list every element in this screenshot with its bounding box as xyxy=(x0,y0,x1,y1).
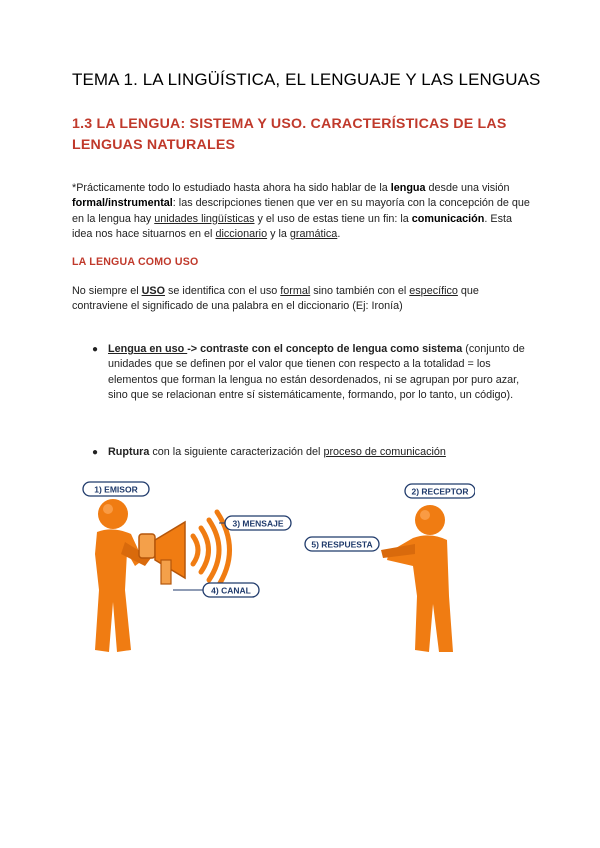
megaphone-icon xyxy=(139,522,185,584)
subsection-heading: LA LENGUA COMO USO xyxy=(72,256,199,268)
emisor-person-icon xyxy=(95,499,151,652)
uso-paragraph: No siempre el USO se identifica con el uso formal sino también con el específico que contraviene el significado de una palabra en el diccionario (Ej: Ironía) xyxy=(72,285,479,313)
communication-process-diagram xyxy=(75,470,475,660)
label-canal xyxy=(173,583,259,597)
label-respuesta xyxy=(305,537,379,551)
document-page: TEMA 1. LA LINGÜÍSTICA, EL LENGUAJE Y LAS LENGUAS 1.3 LA LENGUA: SISTEMA Y USO. CARACTERÍSTICAS DE LAS LENGUAS NATURALES *Prácticamente todo lo estudiado hasta ahora ha sido hablar de la lengua desde una visión formal/instrumental: las descripciones tienen que ver en su mayoría con la concepción de que en la lengua hay unidades lingüísticas y el uso de estas tiene un fin: la comunicación. Esta idea nos hace situarnos en el diccionario y la gramática. LA LENGUA COMO USO No siempre el USO se identifica con el uso formal sino también con el específico que contraviene el significado de una palabra en el diccionario (Ej: Ironía) ● Lengua en uso -> contraste con el concepto de lengua como sistema (conjunto de unidades que se definen por el valor que tienen con respecto a la totalidad = los elementos que forman la lengua no están desordenados, ni se agrupan por puro azar, sino que se relacionan entre sí sistemáticamente, formando, por lo tanto, un código). ● Ruptura con la siguiente caracterización del proceso de comunicación 1) EMISOR 2) RECEPTOR 3) MENSAJE 4) CANAL 5) RESPUESTA xyxy=(0,0,600,848)
page-title: TEMA 1. LA LINGÜÍSTICA, EL LENGUAJE Y LAS LENGUAS xyxy=(72,70,541,89)
label-emisor xyxy=(83,482,149,496)
svg-text:3) MENSAJE: 3) MENSAJE xyxy=(232,518,284,529)
svg-text:2) RECEPTOR: 2) RECEPTOR xyxy=(411,486,469,497)
receptor-person-icon xyxy=(381,505,453,652)
svg-text:1) EMISOR: 1) EMISOR xyxy=(94,484,138,495)
svg-text:4) CANAL: 4) CANAL xyxy=(211,585,251,596)
svg-text:5) RESPUESTA: 5) RESPUESTA xyxy=(311,539,373,550)
label-mensaje xyxy=(219,516,291,530)
section-title: 1.3 LA LENGUA: SISTEMA Y USO. CARACTERÍSTICAS DE LAS LENGUAS NATURALES xyxy=(72,116,507,153)
bullet-icon: ● xyxy=(92,344,99,355)
bullet-icon: ● xyxy=(92,447,99,458)
intro-paragraph: *Prácticamente todo lo estudiado hasta ahora ha sido hablar de la lengua desde una visión formal/instrumental: las descripciones tienen que ver en su mayoría con la concepción de que en la lengua hay unidades lingüísticas y el uso de estas tiene un fin: la comunicación. Esta idea nos hace situarnos en el diccionario y la gramática. xyxy=(72,182,530,241)
label-receptor xyxy=(405,484,475,498)
